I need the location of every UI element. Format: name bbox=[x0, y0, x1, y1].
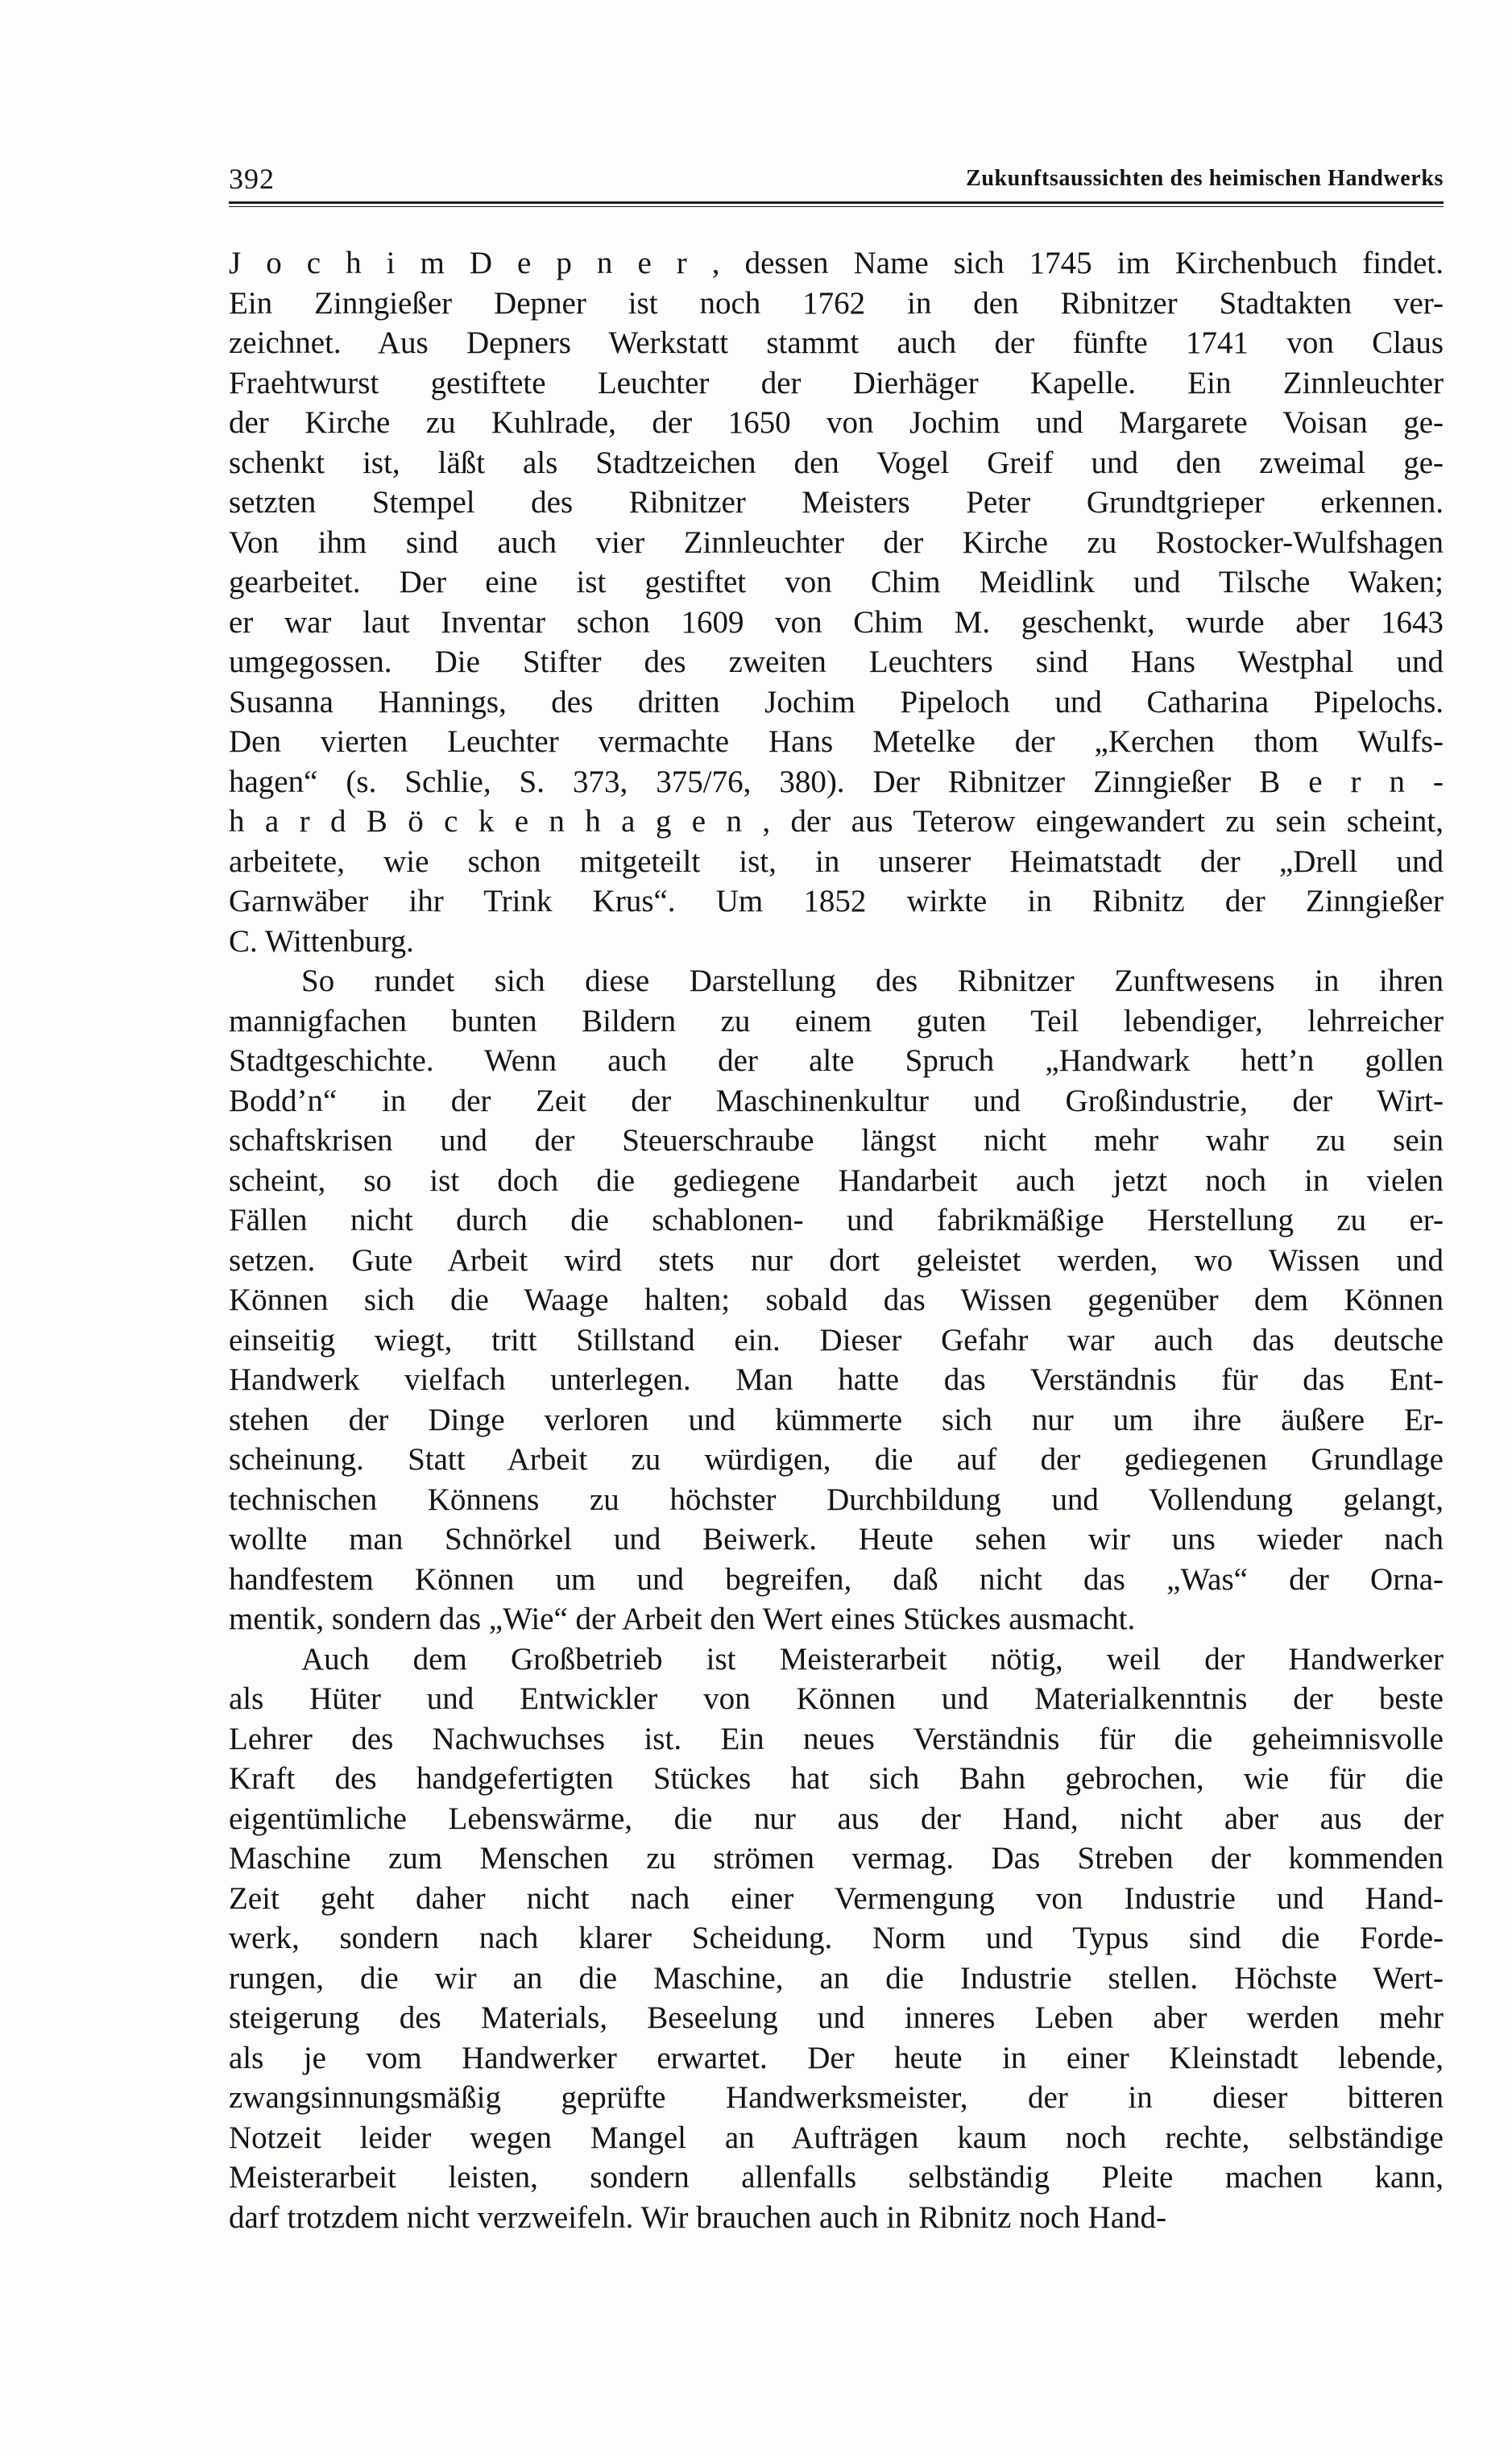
paragraphs bbox=[229, 243, 1444, 2237]
text-line: Bodd’n“ in der Zeit der Maschinenkultur und Großindustrie, der Wirt- bbox=[229, 1083, 1444, 1118]
text-line: Fällen nicht durch die schablonen- und fabrikmäßige Herstellung zu er- bbox=[229, 1203, 1444, 1237]
text-line: Fraehtwurst gestiftete Leuchter der Dierhäger Kapelle. Ein Zinnleuchter bbox=[229, 365, 1444, 400]
text-line: als Hüter und Entwickler von Können und Materialkenntnis der beste bbox=[229, 1681, 1444, 1716]
text-line: zwangsinnungsmäßig geprüfte Handwerksmeister, der in dieser bitteren bbox=[229, 2080, 1444, 2115]
text-line: schenkt ist, läßt als Stadtzeichen den Vogel Greif und den zweimal ge- bbox=[229, 445, 1444, 480]
text-line: scheint, so ist doch die gediegene Handarbeit auch jetzt noch in vielen bbox=[229, 1163, 1444, 1198]
text-line: Kraft des handgefertigten Stückes hat sich Bahn gebrochen, wie für die bbox=[229, 1761, 1444, 1796]
text-line: Zeit geht daher nicht nach einer Vermengung von Industrie und Hand- bbox=[229, 1880, 1444, 1916]
text-line: darf trotzdem nicht verzweifeln. Wir brauchen auch in Ribnitz noch Hand- bbox=[229, 2199, 1167, 2235]
body-text bbox=[229, 243, 1444, 2237]
text-line: werk, sondern nach klarer Scheidung. Norm und Typus sind die Forde- bbox=[229, 1921, 1444, 1955]
paragraph bbox=[229, 243, 1444, 961]
text-line: schaftskrisen und der Steuerschraube längst nicht mehr wahr zu sein bbox=[229, 1123, 1444, 1158]
text-line: umgegossen. Die Stifter des zweiten Leuchters sind Hans Westphal und bbox=[229, 645, 1444, 679]
page-header bbox=[229, 161, 1444, 197]
text-line: steigerung des Materials, Beseelung und inneres Leben aber werden mehr bbox=[229, 2000, 1444, 2035]
text-line: setzten Stempel des Ribnitzer Meisters Peter Grundtgrieper erkennen. bbox=[229, 485, 1444, 520]
text-line: h a r d B ö c k e n h a g e n , der aus Teterow eingewandert zu sein scheint, bbox=[229, 804, 1444, 839]
header-rule bbox=[229, 201, 1444, 204]
text-line: scheinung. Statt Arbeit zu würdigen, die auf der gediegenen Grundlage bbox=[229, 1442, 1444, 1477]
page-number: 392 bbox=[229, 163, 275, 195]
text-line: Von ihm sind auch vier Zinnleuchter der Kirche zu Rostocker-Wulfshagen bbox=[229, 524, 1444, 560]
text-line: Stadtgeschichte. Wenn auch der alte Spruch „Handwark hett’n gollen bbox=[229, 1043, 1444, 1078]
text-line: C. Wittenburg. bbox=[229, 923, 414, 959]
text-line: rungen, die wir an die Maschine, an die Industrie stellen. Höchste Wert- bbox=[229, 1960, 1444, 1996]
text-line: eigentümliche Lebenswärme, die nur aus der Hand, nicht aber aus der bbox=[229, 1801, 1444, 1836]
text-line: setzen. Gute Arbeit wird stets nur dort geleistet werden, wo Wissen und bbox=[229, 1242, 1444, 1278]
text-line: Ein Zinngießer Depner ist noch 1762 in den Ribnitzer Stadtakten ver- bbox=[229, 285, 1444, 321]
text-line: der Kirche zu Kuhlrade, der 1650 von Jochim und Margarete Voisan ge- bbox=[229, 405, 1444, 440]
text-line: So rundet sich diese Darstellung des Ribnitzer Zunftwesens in ihren bbox=[301, 964, 1444, 998]
text-line: J o c h i m D e p n e r , dessen Name sich 1745 im Kirchenbuch findet. bbox=[229, 246, 1444, 280]
text-line: Meisterarbeit leisten, sondern allenfalls selbständig Pleite machen kann, bbox=[229, 2160, 1444, 2195]
text-line: er war laut Inventar schon 1609 von Chim M. geschenkt, wurde aber 1643 bbox=[229, 604, 1444, 640]
text-line: mentik, sondern das „Wie“ der Arbeit den Wert eines Stückes ausmacht. bbox=[229, 1602, 1136, 1636]
text-line: als je vom Handwerker erwartet. Der heute in einer Kleinstadt lebende, bbox=[229, 2040, 1444, 2075]
text-line: Susanna Hannings, des dritten Jochim Pipeloch und Catharina Pipelochs. bbox=[229, 684, 1444, 719]
text-line: mannigfachen bunten Bildern zu einem guten Teil lebendiger, lehrreicher bbox=[229, 1003, 1444, 1038]
text-line: Handwerk vielfach unterlegen. Man hatte das Verständnis für das Ent- bbox=[229, 1362, 1444, 1397]
text-line: handfestem Können um und begreifen, daß nicht das „Was“ der Orna- bbox=[229, 1561, 1444, 1597]
running-title: Zukunftsaussichten des heimischen Handwerks bbox=[966, 166, 1444, 191]
header-rule-thin bbox=[229, 206, 1444, 207]
text-line: Maschine zum Menschen zu strömen vermag. Das Streben der kommenden bbox=[229, 1841, 1444, 1876]
text-line: einseitig wiegt, tritt Stillstand ein. Dieser Gefahr war auch das deutsche bbox=[229, 1322, 1444, 1358]
paragraph bbox=[229, 1639, 1444, 2238]
text-line: hagen“ (s. Schlie, S. 373, 375/76, 380). Der Ribnitzer Zinngießer B e r n - bbox=[229, 764, 1444, 799]
text-line: zeichnet. Aus Depners Werkstatt stammt auch der fünfte 1741 von Claus bbox=[229, 325, 1444, 360]
text-line: wollte man Schnörkel und Beiwerk. Heute sehen wir uns wieder nach bbox=[229, 1522, 1444, 1557]
text-line: arbeitete, wie schon mitgeteilt ist, in unserer Heimatstadt der „Drell und bbox=[229, 844, 1444, 879]
text-line: Den vierten Leuchter vermachte Hans Metelke der „Kerchen thom Wulfs- bbox=[229, 724, 1444, 759]
text-line: Garnwäber ihr Trink Krus“. Um 1852 wirkte in Ribnitz der Zinngießer bbox=[229, 884, 1444, 918]
text-line: technischen Könnens zu höchster Durchbildung und Vollendung gelangt, bbox=[229, 1482, 1444, 1517]
text-line: gearbeitet. Der eine ist gestiftet von Chim Meidlink und Tilsche Waken; bbox=[229, 565, 1444, 599]
text-line: Können sich die Waage halten; sobald das Wissen gegenüber dem Können bbox=[229, 1283, 1444, 1317]
text-line: stehen der Dinge verloren und kümmerte sich nur um ihre äußere Er- bbox=[229, 1402, 1444, 1437]
text-line: Notzeit leider wegen Mangel an Aufträgen kaum noch rechte, selbständige bbox=[229, 2120, 1444, 2155]
paragraph bbox=[229, 961, 1444, 1639]
text-line: Auch dem Großbetrieb ist Meisterarbeit nötig, weil der Handwerker bbox=[301, 1641, 1444, 1677]
text-line: Lehrer des Nachwuchses ist. Ein neues Verständnis für die geheimnisvolle bbox=[229, 1721, 1444, 1756]
